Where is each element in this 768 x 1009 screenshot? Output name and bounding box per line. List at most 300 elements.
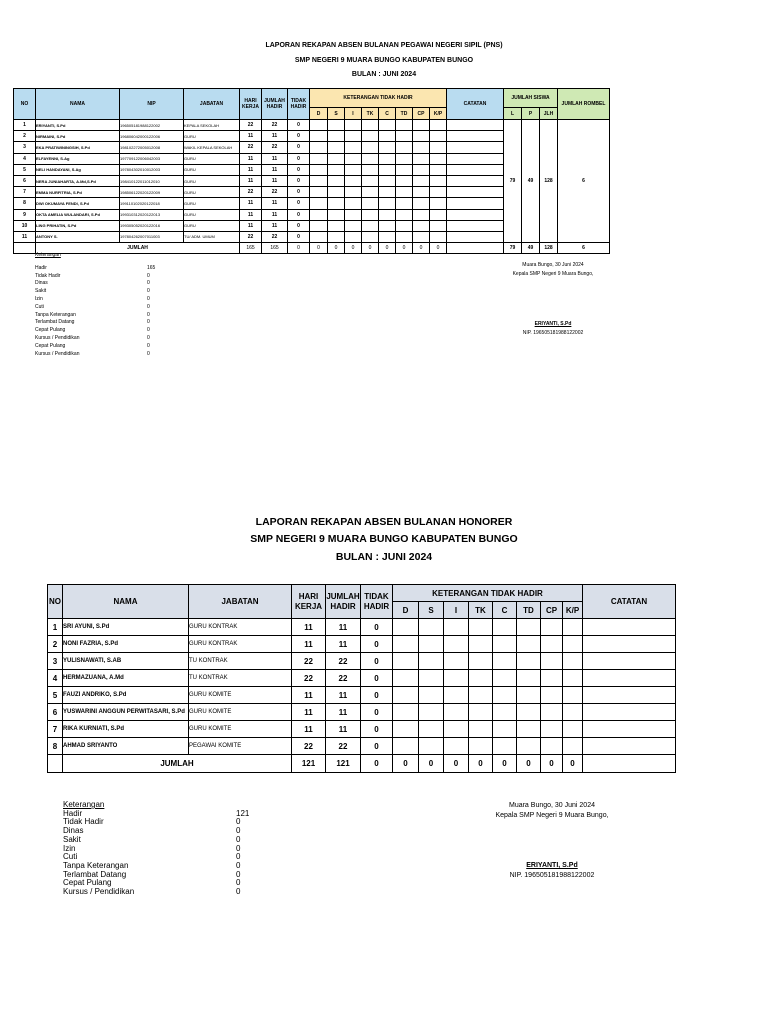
hon-cell-keterangan (493, 687, 517, 704)
hon-cell-nama: SRI AYUNI, S.Pd (63, 619, 189, 636)
honorer-title-3: BULAN : JUNI 2024 (335, 551, 433, 563)
hon-cell-keterangan (493, 653, 517, 670)
pns-cell-keterangan (328, 142, 345, 153)
pns-cell-keterangan (362, 198, 379, 209)
hon-cell-catatan (583, 670, 676, 687)
honorer-keterangan-label: Sakit (63, 834, 81, 844)
hon-cell-keterangan (541, 687, 563, 704)
pns-cell-siswa-jlh: 128 (540, 120, 558, 243)
hon-cell-catatan (583, 721, 676, 738)
pns-cell-keterangan (345, 209, 362, 220)
hon-cell-hari-kerja: 22 (292, 670, 326, 687)
hon-cell-tidak-hadir: 0 (361, 670, 393, 687)
hon-cell-keterangan (419, 704, 444, 721)
pns-cell-jabatan: TU/ ADM. UMUM (184, 231, 240, 242)
hon-cell-hari-kerja: 11 (292, 687, 326, 704)
hon-cell-keterangan (469, 738, 493, 755)
honorer-keterangan-label: Izin (63, 843, 76, 853)
pns-cell-jabatan: GURU (184, 187, 240, 198)
pns-cell-keterangan (345, 131, 362, 142)
pns-keterangan (35, 252, 156, 358)
hon-th-tk: TK (469, 602, 493, 619)
honorer-sig-name: ERIYANTI, S.Pd (526, 862, 578, 869)
hon-cell-tidak-hadir: 0 (361, 636, 393, 653)
pns-cell-nama: ERIYANTI, S.Pd (36, 120, 120, 131)
hon-cell-keterangan (393, 653, 419, 670)
hon-cell-keterangan (393, 670, 419, 687)
honorer-keterangan (63, 800, 250, 897)
hon-cell-tidak-hadir: 0 (361, 687, 393, 704)
pns-cell-keterangan (345, 187, 362, 198)
pns-cell-keterangan (328, 131, 345, 142)
pns-cell-keterangan (345, 164, 362, 175)
hon-cell-no: 3 (48, 653, 63, 670)
hon-cell-jabatan: PEGAWAI KOMITE (189, 738, 292, 755)
pns-cell-no: 1 (14, 120, 36, 131)
hon-cell-keterangan (493, 738, 517, 755)
pns-cell-no: 11 (14, 231, 36, 242)
pns-cell-keterangan (379, 209, 396, 220)
pns-cell-keterangan (328, 231, 345, 242)
pns-keterangan-label: Kursus / Pendidikan (35, 350, 80, 357)
hon-total-hk: 121 (292, 755, 326, 773)
pns-th-kp: K/P (430, 108, 447, 120)
pns-cell-keterangan (430, 164, 447, 175)
pns-cell-jabatan: GURU (184, 131, 240, 142)
pns-total-sub: 0 (396, 243, 413, 254)
pns-cell-keterangan (310, 131, 328, 142)
pns-total-th: 0 (288, 243, 310, 254)
honorer-table (47, 584, 676, 773)
pns-cell-nama: EKA PRATIWININGSIH, S.Pd (36, 142, 120, 153)
pns-keterangan-value: 0 (147, 327, 150, 334)
hon-th-s: S (419, 602, 444, 619)
hon-cell-keterangan (444, 721, 469, 738)
pns-keterangan-label: Dinas (35, 280, 48, 287)
pns-cell-keterangan (379, 164, 396, 175)
hon-total-label: JUMLAH (63, 755, 292, 773)
hon-cell-nama: FAUZI ANDRIKO, S.Pd (63, 687, 189, 704)
honorer-keterangan-value: 0 (236, 834, 241, 844)
pns-cell-keterangan (362, 231, 379, 242)
hon-cell-no: 5 (48, 687, 63, 704)
pns-keterangan-value: 0 (147, 288, 150, 295)
pns-keterangan-item (35, 311, 150, 320)
pns-cell-siswa-l: 79 (504, 120, 522, 243)
hon-cell-keterangan (541, 670, 563, 687)
hon-cell-keterangan (563, 653, 583, 670)
hon-cell-keterangan (469, 619, 493, 636)
pns-cell-jabatan: GURU (184, 175, 240, 186)
pns-cell-tidak-hadir: 0 (288, 131, 310, 142)
pns-cell-keterangan (379, 175, 396, 186)
hon-cell-jumlah-hadir: 11 (326, 619, 361, 636)
pns-cell-nip: 197804262007011003 (120, 231, 184, 242)
pns-cell-jumlah-hadir: 11 (262, 209, 288, 220)
pns-cell-keterangan (430, 209, 447, 220)
hon-cell-keterangan (541, 738, 563, 755)
hon-cell-keterangan (469, 670, 493, 687)
pns-cell-nip: 196505181988122002 (120, 120, 184, 131)
pns-cell-tidak-hadir: 0 (288, 209, 310, 220)
pns-cell-nip: 197804302010012003 (120, 164, 184, 175)
pns-keterangan-item (35, 264, 156, 273)
pns-cell-tidak-hadir: 0 (288, 164, 310, 175)
pns-keterangan-value: 0 (147, 319, 150, 326)
pns-cell-nip: 199110102020122018 (120, 198, 184, 209)
pns-cell-nama: OKTA AMELIA WULANDARI, S.Pd (36, 209, 120, 220)
pns-cell-no: 2 (14, 131, 36, 142)
pns-cell-keterangan (430, 187, 447, 198)
pns-th-cp: CP (413, 108, 430, 120)
pns-cell-keterangan (362, 175, 379, 186)
pns-cell-keterangan (328, 198, 345, 209)
pns-keterangan-item (35, 303, 150, 312)
hon-cell-tidak-hadir: 0 (361, 738, 393, 755)
pns-signature (470, 262, 636, 336)
hon-cell-keterangan (444, 670, 469, 687)
pns-sig-nip: NIP. 196505181988122002 (522, 330, 584, 336)
pns-total-row (14, 243, 610, 254)
honorer-keterangan-value: 121 (236, 808, 250, 818)
pns-cell-no: 10 (14, 220, 36, 231)
honorer-sig-position: Kepala SMP Negeri 9 Muara Bungo, (495, 812, 609, 819)
hon-cell-catatan (583, 653, 676, 670)
honorer-table-row (48, 653, 676, 670)
hon-th-jumlah-hadir: JUMLAH HADIR (326, 585, 361, 619)
pns-th-d: D (310, 108, 328, 120)
pns-cell-nama: ELFAYENNI, S.Ag (36, 153, 120, 164)
hon-cell-keterangan (563, 670, 583, 687)
pns-keterangan-item (35, 350, 150, 359)
hon-cell-nama: RIKA KURNIATI, S.Pd (63, 721, 189, 738)
hon-cell-no: 2 (48, 636, 63, 653)
pns-cell-keterangan (362, 164, 379, 175)
pns-cell-keterangan (413, 187, 430, 198)
hon-total-sub: 0 (444, 755, 469, 773)
pns-total-sub: 0 (379, 243, 396, 254)
pns-sig-name: ERIYANTI, S.Pd (534, 321, 572, 327)
pns-cell-hari-kerja: 11 (240, 198, 262, 209)
pns-th-s: S (328, 108, 345, 120)
pns-cell-jumlah-hadir: 11 (262, 175, 288, 186)
hon-cell-no: 8 (48, 738, 63, 755)
honorer-keterangan-label: Dinas (63, 826, 84, 836)
pns-cell-keterangan (328, 220, 345, 231)
pns-th-jumlah-hadir: JUMLAH HADIR (262, 89, 288, 120)
pns-cell-keterangan (396, 209, 413, 220)
pns-cell-no: 3 (14, 142, 36, 153)
pns-cell-nip: 199310312020122013 (120, 209, 184, 220)
pns-total-jlh: 128 (540, 243, 558, 254)
hon-total-sub: 0 (541, 755, 563, 773)
pns-keterangan-item (35, 319, 150, 327)
pns-cell-jabatan: GURU (184, 209, 240, 220)
honorer-keterangan-value: 0 (236, 843, 241, 853)
pns-th-td: TD (396, 108, 413, 120)
pns-cell-hari-kerja: 22 (240, 120, 262, 131)
pns-cell-hari-kerja: 11 (240, 220, 262, 231)
pns-total-label: JUMLAH (36, 243, 240, 254)
pns-cell-keterangan (396, 131, 413, 142)
pns-th-c: C (379, 108, 396, 120)
pns-th-jumlah-rombel: JUMLAH ROMBEL (558, 89, 610, 120)
hon-cell-keterangan (563, 687, 583, 704)
honorer-keterangan-label: Tidak Hadir (63, 817, 104, 827)
pns-cell-keterangan (413, 153, 430, 164)
pns-cell-keterangan (310, 209, 328, 220)
pns-cell-keterangan (396, 120, 413, 131)
pns-cell-hari-kerja: 11 (240, 209, 262, 220)
pns-cell-nip: 198506122020122009 (120, 187, 184, 198)
hon-total-sub: 0 (469, 755, 493, 773)
hon-cell-keterangan (444, 653, 469, 670)
pns-cell-jumlah-hadir: 22 (262, 142, 288, 153)
hon-cell-keterangan (469, 704, 493, 721)
pns-cell-catatan (447, 120, 504, 131)
pns-keterangan-label: Hadir (35, 264, 47, 271)
pns-cell-keterangan (413, 164, 430, 175)
pns-cell-catatan (447, 131, 504, 142)
hon-cell-keterangan (469, 636, 493, 653)
pns-keterangan-heading: Keterangan (35, 252, 61, 258)
pns-keterangan-value: 0 (147, 280, 150, 287)
hon-cell-keterangan (517, 670, 541, 687)
hon-total-jh: 121 (326, 755, 361, 773)
honorer-table-row (48, 619, 676, 636)
pns-cell-keterangan (310, 220, 328, 231)
pns-cell-keterangan (396, 142, 413, 153)
honorer-keterangan-label: Cepat Pulang (63, 878, 112, 888)
pns-cell-keterangan (310, 153, 328, 164)
pns-cell-no: 9 (14, 209, 36, 220)
pns-cell-tidak-hadir: 0 (288, 231, 310, 242)
pns-cell-keterangan (396, 187, 413, 198)
hon-cell-keterangan (517, 687, 541, 704)
honorer-keterangan-item (63, 887, 241, 897)
honorer-title-2: SMP NEGERI 9 MUARA BUNGO KABUPATEN BUNGO (250, 533, 518, 545)
hon-cell-keterangan (541, 721, 563, 738)
honorer-table-row (48, 721, 676, 738)
hon-cell-catatan (583, 738, 676, 755)
pns-cell-keterangan (345, 142, 362, 153)
pns-cell-keterangan (362, 120, 379, 131)
pns-cell-keterangan (430, 153, 447, 164)
honorer-sig-nip: NIP. 196505181988122002 (509, 872, 595, 879)
hon-cell-nama: HERMAZUANA, A.Md (63, 670, 189, 687)
pns-keterangan-item (35, 342, 150, 351)
pns-keterangan-label: Terlambat Datang (35, 319, 75, 326)
pns-keterangan-value: 0 (147, 272, 150, 279)
pns-keterangan-label: Izin (35, 295, 43, 302)
hon-cell-catatan (583, 619, 676, 636)
pns-total-sub: 0 (328, 243, 345, 254)
pns-cell-catatan (447, 153, 504, 164)
hon-cell-no: 7 (48, 721, 63, 738)
pns-cell-keterangan (396, 231, 413, 242)
hon-cell-keterangan (393, 636, 419, 653)
hon-th-d: D (393, 602, 419, 619)
hon-th-keterangan: KETERANGAN TIDAK HADIR (393, 585, 583, 602)
hon-cell-keterangan (493, 619, 517, 636)
pns-cell-no: 8 (14, 198, 36, 209)
pns-total-jh: 165 (262, 243, 288, 254)
hon-cell-keterangan (444, 619, 469, 636)
pns-cell-tidak-hadir: 0 (288, 175, 310, 186)
pns-cell-keterangan (345, 198, 362, 209)
honorer-keterangan-label: Hadir (63, 808, 83, 818)
honorer-keterangan-value: 0 (236, 878, 241, 888)
pns-th-jumlah-siswa: JUMLAH SISWA (504, 89, 558, 108)
hon-cell-keterangan (444, 704, 469, 721)
pns-th-tk: TK (362, 108, 379, 120)
hon-cell-jumlah-hadir: 11 (326, 721, 361, 738)
honorer-keterangan-label: Cuti (63, 852, 78, 862)
pns-cell-keterangan (379, 131, 396, 142)
pns-cell-tidak-hadir: 0 (288, 120, 310, 131)
pns-total-p: 49 (522, 243, 540, 254)
pns-cell-keterangan (310, 175, 328, 186)
pns-cell-rombel: 6 (558, 120, 610, 243)
pns-cell-keterangan (413, 175, 430, 186)
hon-cell-keterangan (393, 738, 419, 755)
pns-cell-tidak-hadir: 0 (288, 187, 310, 198)
pns-keterangan-label: Kursus / Pendidikan (35, 334, 80, 341)
pns-cell-hari-kerja: 11 (240, 175, 262, 186)
pns-cell-keterangan (328, 153, 345, 164)
hon-cell-tidak-hadir: 0 (361, 721, 393, 738)
pns-total-sub: 0 (310, 243, 328, 254)
honorer-keterangan-value: 0 (236, 852, 241, 862)
honorer-keterangan-value: 0 (236, 826, 241, 836)
pns-cell-jabatan: GURU (184, 153, 240, 164)
pns-cell-hari-kerja: 22 (240, 187, 262, 198)
pns-cell-nama: DWI OKUMAYA FENDI, S.Pd (36, 198, 120, 209)
pns-th-l: L (504, 108, 522, 120)
pns-cell-keterangan (430, 131, 447, 142)
honorer-total-row (48, 755, 676, 773)
hon-cell-keterangan (563, 738, 583, 755)
pns-cell-jumlah-hadir: 11 (262, 220, 288, 231)
hon-cell-nama: YUSWARINI ANGGUN PERWITASARI, S.Pd (63, 704, 189, 721)
pns-th-jlh: JLH (540, 108, 558, 120)
hon-cell-jabatan: TU KONTRAK (189, 653, 292, 670)
pns-cell-keterangan (430, 120, 447, 131)
hon-cell-keterangan (517, 653, 541, 670)
hon-cell-keterangan (517, 704, 541, 721)
pns-cell-keterangan (345, 153, 362, 164)
hon-cell-jumlah-hadir: 11 (326, 636, 361, 653)
pns-cell-no: 7 (14, 187, 36, 198)
pns-cell-keterangan (413, 198, 430, 209)
pns-th-tidak-hadir: TIDAK HADIR (288, 89, 310, 120)
pns-total-sub: 0 (430, 243, 447, 254)
hon-cell-jumlah-hadir: 11 (326, 687, 361, 704)
honorer-keterangan-label: Terlambat Datang (63, 869, 127, 879)
pns-cell-keterangan (379, 231, 396, 242)
pns-cell-keterangan (310, 187, 328, 198)
pns-cell-jumlah-hadir: 22 (262, 231, 288, 242)
hon-cell-jabatan: TU KONTRAK (189, 670, 292, 687)
pns-total-l: 79 (504, 243, 522, 254)
hon-cell-keterangan (493, 704, 517, 721)
pns-th-jabatan: JABATAN (184, 89, 240, 120)
pns-keterangan-value: 0 (147, 311, 150, 318)
pns-cell-jumlah-hadir: 11 (262, 131, 288, 142)
pns-cell-jabatan: GURU (184, 220, 240, 231)
pns-cell-catatan (447, 142, 504, 153)
pns-cell-keterangan (413, 120, 430, 131)
pns-th-keterangan: KETERANGAN TIDAK HADIR (310, 89, 447, 108)
hon-cell-keterangan (541, 653, 563, 670)
pns-keterangan-value: 0 (147, 350, 150, 357)
pns-keterangan-label: Tidak Hadir (35, 272, 61, 279)
hon-cell-keterangan (469, 721, 493, 738)
pns-keterangan-value: 0 (147, 342, 150, 349)
pns-sig-position: Kepala SMP Negeri 9 Muara Bungo, (512, 271, 594, 277)
honorer-keterangan-value: 0 (236, 869, 241, 879)
pns-cell-jabatan: KEPALA SEKOLAH (184, 120, 240, 131)
pns-cell-keterangan (362, 142, 379, 153)
pns-keterangan-item (35, 295, 150, 304)
pns-cell-keterangan (430, 220, 447, 231)
hon-total-sub: 0 (493, 755, 517, 773)
honorer-table-row (48, 687, 676, 704)
pns-cell-hari-kerja: 11 (240, 131, 262, 142)
hon-cell-keterangan (419, 721, 444, 738)
pns-cell-catatan (447, 175, 504, 186)
hon-cell-catatan (583, 704, 676, 721)
hon-cell-keterangan (419, 687, 444, 704)
pns-keterangan-label: Tanpa Keterangan (35, 311, 76, 318)
hon-cell-nama: AHMAD SRIYANTO (63, 738, 189, 755)
pns-th-i: I (345, 108, 362, 120)
pns-cell-keterangan (396, 198, 413, 209)
hon-th-hari-kerja: HARI KERJA (292, 585, 326, 619)
pns-cell-keterangan (430, 231, 447, 242)
pns-cell-keterangan (396, 220, 413, 231)
pns-keterangan-label: Cuti (35, 303, 44, 310)
pns-cell-keterangan (413, 142, 430, 153)
honorer-keterangan-label: Tanpa Keterangan (63, 860, 129, 870)
pns-th-nip: NIP (120, 89, 184, 120)
hon-cell-hari-kerja: 11 (292, 704, 326, 721)
pns-title-3: BULAN : JUNI 2024 (351, 71, 417, 78)
pns-cell-keterangan (413, 131, 430, 142)
hon-cell-no: 6 (48, 704, 63, 721)
pns-cell-jumlah-hadir: 22 (262, 187, 288, 198)
pns-cell-keterangan (362, 187, 379, 198)
pns-cell-catatan (447, 187, 504, 198)
pns-cell-nip: 196806042000122006 (120, 131, 184, 142)
hon-cell-no: 4 (48, 670, 63, 687)
hon-cell-keterangan (563, 636, 583, 653)
hon-th-cp: CP (541, 602, 563, 619)
honorer-table-row (48, 738, 676, 755)
pns-cell-keterangan (379, 120, 396, 131)
pns-cell-keterangan (345, 120, 362, 131)
hon-cell-keterangan (444, 636, 469, 653)
hon-cell-jumlah-hadir: 22 (326, 653, 361, 670)
pns-cell-jabatan: GURU (184, 198, 240, 209)
hon-cell-nama: NONI FAZRIA, S.Pd (63, 636, 189, 653)
pns-cell-no: 4 (14, 153, 36, 164)
hon-cell-keterangan (419, 636, 444, 653)
hon-th-nama: NAMA (63, 585, 189, 619)
hon-cell-keterangan (517, 619, 541, 636)
pns-cell-no: 5 (14, 164, 36, 175)
pns-keterangan-label: Cepat Pulang (35, 342, 66, 349)
